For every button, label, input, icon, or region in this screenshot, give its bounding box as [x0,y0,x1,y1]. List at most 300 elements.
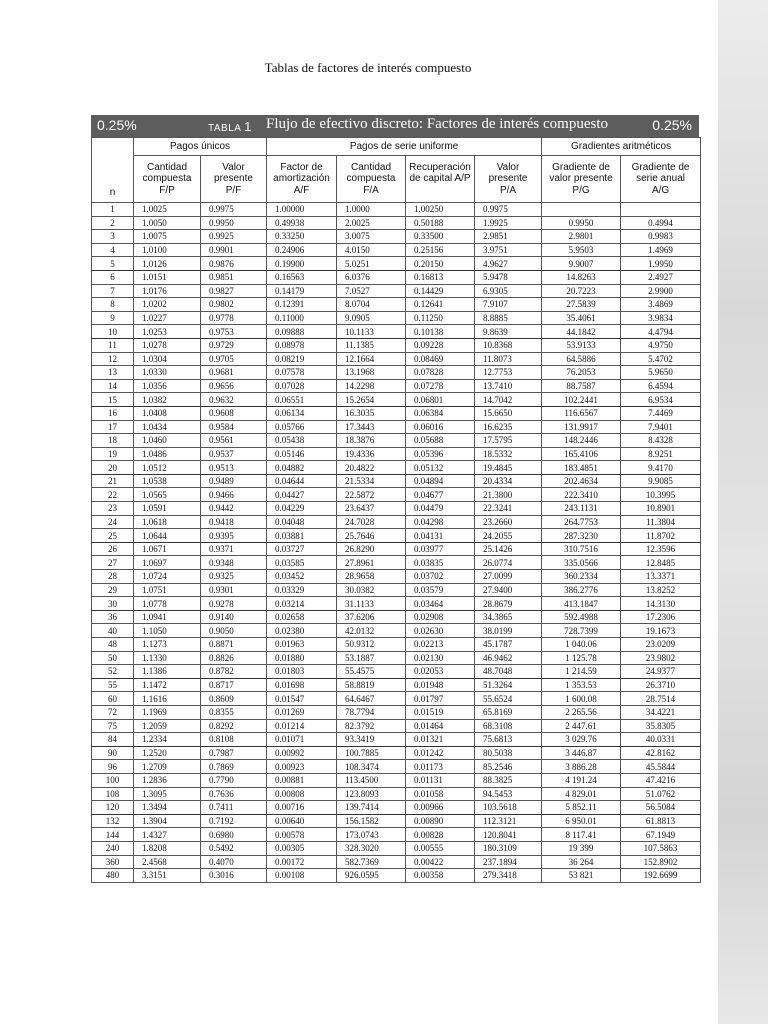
cell-n: 15 [92,393,134,407]
cell-pg: 102.2441 [542,393,621,407]
cell-pg: 19 399 [542,841,621,855]
cell-ap: 0.02213 [406,638,475,652]
cell-fa: 20.4822 [337,461,406,475]
table-header [92,138,701,203]
cell-ap: 0.06801 [406,393,475,407]
cell-af: 0.04427 [267,488,337,502]
cell-ap: 0.00358 [406,869,475,883]
table-row [92,869,701,883]
cell-ag: 51.0762 [621,787,701,801]
cell-ap: 0.04894 [406,474,475,488]
table-row [92,570,701,584]
header-line: Gradiente de [552,161,610,173]
cell-ap: 0.01058 [406,787,475,801]
header-line: A/F [293,184,310,196]
cell-ap: 0.14429 [406,284,475,298]
table-row [92,828,701,842]
cell-fp: 1.3494 [134,801,201,815]
table-row [92,760,701,774]
cell-fp: 1.0408 [134,406,201,420]
cell-af: 0.06551 [267,393,337,407]
cell-pa: 1.9925 [475,216,542,230]
table-row [92,243,701,257]
cell-ap: 0.04131 [406,529,475,543]
cell-pf: 0.9442 [201,502,267,516]
cell-pa: 180.3109 [475,841,542,855]
cell-fa: 173.0743 [337,828,406,842]
cell-af: 0.09888 [267,325,337,339]
table-row [92,325,701,339]
cell-ap: 0.01464 [406,719,475,733]
cell-pg: 64.5886 [542,352,621,366]
cell-ap: 0.01321 [406,733,475,747]
table-row [92,502,701,516]
cell-fp: 1.0538 [134,474,201,488]
cell-ap: 0.04677 [406,488,475,502]
cell-fa: 15.2654 [337,393,406,407]
cell-af: 0.16563 [267,270,337,284]
cell-af: 0.03585 [267,556,337,570]
header-line: Recuperación [409,161,471,173]
cell-fa: 18.3876 [337,434,406,448]
cell-ag: 24.9377 [621,665,701,679]
cell-n: 40 [92,624,134,638]
cell-pa: 0.9975 [475,203,542,217]
cell-n: 144 [92,828,134,842]
cell-pa: 9.8639 [475,325,542,339]
cell-ag: 8.4328 [621,434,701,448]
cell-ag: 1.4969 [621,243,701,257]
cell-af: 0.06134 [267,406,337,420]
cell-fa: 6.0376 [337,270,406,284]
cell-fp: 1.0671 [134,542,201,556]
cell-ap: 0.02908 [406,610,475,624]
cell-af: 0.04048 [267,515,337,529]
cell-n: 14 [92,379,134,393]
cell-pg: 6 950.01 [542,814,621,828]
cell-n: 50 [92,651,134,665]
table-title: Flujo de efectivo discreto: Factores de interés compuesto [266,116,608,132]
cell-af: 0.05766 [267,420,337,434]
cell-ap: 0.07278 [406,379,475,393]
cell-pa: 24.2055 [475,529,542,543]
cell-pg: 3 886.28 [542,760,621,774]
cell-n: 18 [92,434,134,448]
cell-pg: 9.9007 [542,257,621,271]
table-row [92,597,701,611]
cell-pf: 0.9395 [201,529,267,543]
cell-pa: 21.3800 [475,488,542,502]
cell-pg: 5 852.11 [542,801,621,815]
cell-pg: 183.4851 [542,461,621,475]
table-body [92,203,701,883]
header-line: compuesta [346,173,396,185]
header-n: n [92,138,134,203]
table-row [92,338,701,352]
table-row [92,556,701,570]
table-row [92,474,701,488]
table-row [92,406,701,420]
cell-ap: 0.04298 [406,515,475,529]
cell-pg: 44.1842 [542,325,621,339]
cell-pa: 7.9107 [475,298,542,312]
cell-ag: 3.9834 [621,311,701,325]
cell-pg: 8 117.41 [542,828,621,842]
cell-n: 36 [92,610,134,624]
cell-fp: 1.0941 [134,610,201,624]
cell-af: 0.01880 [267,651,337,665]
cell-ap: 0.06016 [406,420,475,434]
page-title: Tablas de factores de interés compuesto [264,60,472,75]
cell-fa: 12.1664 [337,352,406,366]
cell-fa: 93.3419 [337,733,406,747]
cell-pa: 27.0099 [475,570,542,584]
header-line: amortización [273,173,330,185]
cell-ap: 0.12641 [406,298,475,312]
cell-pa: 112.3121 [475,814,542,828]
table-banner [91,115,699,137]
cell-af: 1.00000 [267,203,337,217]
table-row [92,624,701,638]
cell-pf: 0.9489 [201,474,267,488]
cell-fa: 50.9312 [337,638,406,652]
cell-pg: 386.2776 [542,583,621,597]
cell-pa: 51.3264 [475,678,542,692]
header-pa [475,156,542,203]
cell-af: 0.00305 [267,841,337,855]
header-line: Gradiente de [631,161,690,173]
cell-fp: 1.0356 [134,379,201,393]
cell-af: 0.03452 [267,570,337,584]
cell-pf: 0.9513 [201,461,267,475]
cell-ap: 0.00422 [406,855,475,869]
cell-n: 16 [92,406,134,420]
cell-n: 60 [92,692,134,706]
cell-fp: 1.0050 [134,216,201,230]
cell-fp: 1.2059 [134,719,201,733]
cell-ap: 0.02630 [406,624,475,638]
table-row [92,420,701,434]
header-line: valor presente [549,173,613,185]
header-line: A/G [651,184,670,196]
cell-n: 52 [92,665,134,679]
cell-ag: 13.3371 [621,570,701,584]
table-row [92,610,701,624]
cell-n: 108 [92,787,134,801]
cell-fa: 3.0075 [337,230,406,244]
cell-pa: 120.8041 [475,828,542,842]
cell-ag: 152.8902 [621,855,701,869]
cell-n: 96 [92,760,134,774]
cell-ap: 0.01173 [406,760,475,774]
cell-ag: 4.9750 [621,338,701,352]
cell-pg: 165.4106 [542,447,621,461]
cell-fp: 1.2709 [134,760,201,774]
cell-n: 25 [92,529,134,543]
table-row [92,787,701,801]
table-row [92,298,701,312]
cell-fa: 23.6437 [337,502,406,516]
cell-pf: 0.9656 [201,379,267,393]
cell-af: 0.49938 [267,216,337,230]
cell-af: 0.00923 [267,760,337,774]
cell-ap: 0.03464 [406,597,475,611]
cell-ag: 1.9950 [621,257,701,271]
cell-pa: 23.2660 [475,515,542,529]
cell-fp: 1.1050 [134,624,201,638]
cell-ag: 67.1949 [621,828,701,842]
cell-pf: 0.8292 [201,719,267,733]
cell-fp: 1.0253 [134,325,201,339]
cell-fp: 1.0486 [134,447,201,461]
cell-pg: 3 029.76 [542,733,621,747]
cell-fa: 17.3443 [337,420,406,434]
cell-ag: 23.9802 [621,651,701,665]
cell-n: 30 [92,597,134,611]
cell-pg: 4 829.01 [542,787,621,801]
cell-ag: 5.9650 [621,366,701,380]
header-fa [337,156,406,203]
cell-fa: 53.1887 [337,651,406,665]
cell-af: 0.00716 [267,801,337,815]
cell-fa: 78.7794 [337,705,406,719]
header-line [406,185,474,197]
cell-fp: 1.0151 [134,270,201,284]
cell-pa: 65.8169 [475,705,542,719]
cell-ap: 0.03579 [406,583,475,597]
cell-fa: 5.0251 [337,257,406,271]
cell-af: 0.01547 [267,692,337,706]
cell-ag: 4.4794 [621,325,701,339]
cell-ap: 0.01242 [406,746,475,760]
cell-ag: 10.8901 [621,502,701,516]
cell-pg: 116.6567 [542,406,621,420]
cell-fa: 14.2298 [337,379,406,393]
header-ap [406,156,475,203]
cell-ap: 0.06384 [406,406,475,420]
cell-n: 120 [92,801,134,815]
cell-pf: 0.9371 [201,542,267,556]
cell-af: 0.14179 [267,284,337,298]
cell-pf: 0.9632 [201,393,267,407]
table-row [92,311,701,325]
cell-n: 11 [92,338,134,352]
cell-ag: 26.3710 [621,678,701,692]
cell-ag: 14.3130 [621,597,701,611]
cell-pg: 53 821 [542,869,621,883]
table-label-text: TABLA [208,123,241,134]
cell-n: 17 [92,420,134,434]
cell-fp: 1.0751 [134,583,201,597]
cell-fp: 1.0512 [134,461,201,475]
cell-af: 0.24906 [267,243,337,257]
cell-af: 0.02380 [267,624,337,638]
cell-pg: 27.5839 [542,298,621,312]
table-label [208,119,252,134]
cell-n: 84 [92,733,134,747]
cell-af: 0.03214 [267,597,337,611]
cell-ag: 9.4170 [621,461,701,475]
cell-pa: 11.8073 [475,352,542,366]
cell-pg: 1 353.53 [542,678,621,692]
cell-af: 0.01071 [267,733,337,747]
header-ag [621,156,701,203]
cell-fp: 1.0697 [134,556,201,570]
cell-ap: 0.00555 [406,841,475,855]
cell-pf: 0.8717 [201,678,267,692]
cell-fp: 1.0227 [134,311,201,325]
cell-n: 72 [92,705,134,719]
cell-fa: 64.6467 [337,692,406,706]
cell-fp: 1.8208 [134,841,201,855]
cell-fa: 123.8093 [337,787,406,801]
cell-fp: 1.0460 [134,434,201,448]
table-row [92,746,701,760]
cell-n: 4 [92,243,134,257]
cell-ap: 0.00890 [406,814,475,828]
cell-fp: 1.0724 [134,570,201,584]
cell-pg: 264.7753 [542,515,621,529]
cell-pg: 2 447.61 [542,719,621,733]
cell-fa: 82.3792 [337,719,406,733]
cell-pf: 0.9140 [201,610,267,624]
cell-pa: 8.8885 [475,311,542,325]
cell-fp: 2.4568 [134,855,201,869]
header-group-single-payments: Pagos únicos [134,138,267,156]
cell-af: 0.03329 [267,583,337,597]
cell-n: 22 [92,488,134,502]
cell-pg: 222.3410 [542,488,621,502]
cell-ag: 42.8162 [621,746,701,760]
cell-pg: 1 040.06 [542,638,621,652]
cell-ap: 0.05396 [406,447,475,461]
cell-ap: 0.10138 [406,325,475,339]
cell-fa: 139.7414 [337,801,406,815]
cell-ag: 13.8252 [621,583,701,597]
cell-ag: 40.0331 [621,733,701,747]
cell-pf: 0.9278 [201,597,267,611]
cell-fa: 42.0132 [337,624,406,638]
cell-fa: 28.9658 [337,570,406,584]
cell-pf: 0.9901 [201,243,267,257]
cell-pg: 148.2446 [542,434,621,448]
cell-fp: 1.0434 [134,420,201,434]
cell-ag: 6.9534 [621,393,701,407]
cell-pa: 13.7410 [475,379,542,393]
cell-pf: 0.9851 [201,270,267,284]
cell-ag: 2.9900 [621,284,701,298]
cell-pa: 5.9478 [475,270,542,284]
cell-fa: 37.6206 [337,610,406,624]
cell-n: 90 [92,746,134,760]
cell-af: 0.00578 [267,828,337,842]
cell-fp: 1.1386 [134,665,201,679]
cell-ag [621,203,701,217]
cell-pa: 14.7042 [475,393,542,407]
header-line: P/F [225,184,242,196]
cell-pg: 14.8263 [542,270,621,284]
cell-n: 2 [92,216,134,230]
cell-pg: 360.2334 [542,570,621,584]
cell-fp: 1.1969 [134,705,201,719]
cell-fp: 1.0202 [134,298,201,312]
cell-pf: 0.9802 [201,298,267,312]
cell-n: 6 [92,270,134,284]
cell-pf: 0.9876 [201,257,267,271]
cell-ag: 45.5844 [621,760,701,774]
cell-pa: 34.3865 [475,610,542,624]
cell-fa: 26.8290 [337,542,406,556]
cell-pf: 0.9301 [201,583,267,597]
cell-af: 0.00808 [267,787,337,801]
cell-fp: 1.2334 [134,733,201,747]
interest-rate-right: 0.25% [652,117,692,133]
cell-pg: 1 125.78 [542,651,621,665]
cell-pg: 35.4061 [542,311,621,325]
cell-pg: 53.9133 [542,338,621,352]
header-line: compuesta [142,173,192,185]
cell-ag: 7.4469 [621,406,701,420]
cell-ag: 61.8813 [621,814,701,828]
cell-fp: 1.0778 [134,597,201,611]
cell-fa: 582.7369 [337,855,406,869]
table-number: 1 [244,119,252,134]
cell-pf: 0.7790 [201,773,267,787]
cell-pa: 46.9462 [475,651,542,665]
table-row [92,855,701,869]
cell-fp: 1.0644 [134,529,201,543]
cell-pa: 12.7753 [475,366,542,380]
cell-ag: 12.8485 [621,556,701,570]
cell-pg: 131.9917 [542,420,621,434]
cell-fp: 1.0126 [134,257,201,271]
cell-ap: 1.00250 [406,203,475,217]
cell-pa: 28.8679 [475,597,542,611]
cell-pg: 3 446.87 [542,746,621,760]
cell-af: 0.07578 [267,366,337,380]
cell-fp: 1.0100 [134,243,201,257]
cell-fa: 4.0150 [337,243,406,257]
cell-pa: 48.7048 [475,665,542,679]
cell-ag: 19.1673 [621,624,701,638]
cell-n: 21 [92,474,134,488]
table-row [92,447,701,461]
header-line: P/G [572,184,590,196]
table-row [92,284,701,298]
cell-pg: 243.1131 [542,502,621,516]
cell-pf: 0.8609 [201,692,267,706]
cell-pa: 45.1787 [475,638,542,652]
cell-af: 0.01269 [267,705,337,719]
cell-af: 0.00881 [267,773,337,787]
cell-ap: 0.00966 [406,801,475,815]
table-row [92,583,701,597]
page-edge-shadow [718,0,768,1024]
cell-ap: 0.01797 [406,692,475,706]
cell-af: 0.01803 [267,665,337,679]
cell-pg: 2.9801 [542,230,621,244]
cell-pa: 75.6813 [475,733,542,747]
cell-pg: 728.7399 [542,624,621,638]
table-row [92,651,701,665]
cell-fa: 27.8961 [337,556,406,570]
table-row [92,257,701,271]
table-row [92,270,701,284]
cell-n: 24 [92,515,134,529]
cell-pf: 0.8826 [201,651,267,665]
cell-n: 100 [92,773,134,787]
cell-ag: 34.4221 [621,705,701,719]
